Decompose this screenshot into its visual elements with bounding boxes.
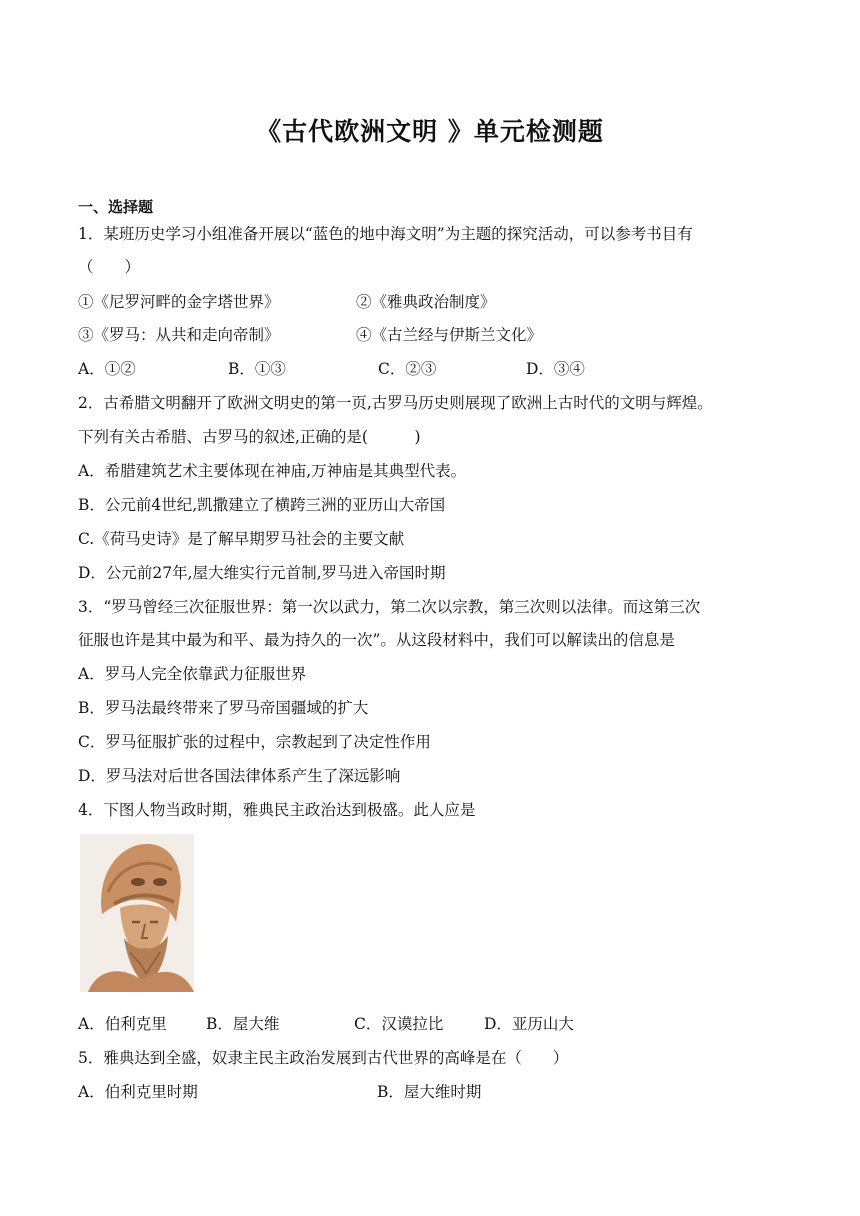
option-a: A．①② bbox=[78, 360, 136, 378]
option-a: A．伯利克里时期 bbox=[78, 1083, 198, 1101]
question-2-option-a: A．希腊建筑艺术主要体现在神庙,万神庙是其典型代表。 bbox=[78, 462, 467, 480]
question-3-option-d: D．罗马法对后世各国法律体系产生了深远影响 bbox=[78, 767, 401, 785]
book-3: ③《罗马：从共和走向帝制》 bbox=[78, 326, 280, 344]
question-3-option-c: C．罗马征服扩张的过程中，宗教起到了决定性作用 bbox=[78, 733, 431, 751]
option-c: C．汉谟拉比 bbox=[354, 1015, 444, 1033]
question-2-option-c: C.《荷马史诗》是了解早期罗马社会的主要文献 bbox=[78, 530, 405, 548]
pericles-bust-image bbox=[80, 834, 194, 992]
page-title: 《古代欧洲文明 》单元检测题 bbox=[256, 117, 604, 146]
option-c: C．②③ bbox=[378, 360, 437, 378]
question-2-option-d: D．公元前27年,屋大维实行元首制,罗马进入帝国时期 bbox=[78, 564, 446, 582]
question-4-stem: 4．下图人物当政时期，雅典民主政治达到极盛。此人应是 bbox=[78, 801, 476, 819]
question-2-stem-line2: 下列有关古希腊、古罗马的叙述,正确的是( ) bbox=[78, 428, 421, 446]
book-2: ②《雅典政治制度》 bbox=[356, 293, 496, 311]
book-4: ④《古兰经与伊斯兰文化》 bbox=[356, 326, 543, 344]
option-d: D．亚历山大 bbox=[484, 1015, 574, 1033]
question-3-option-b: B．罗马法最终带来了罗马帝国疆域的扩大 bbox=[78, 699, 369, 717]
question-3-stem-line1: 3．“罗马曾经三次征服世界：第一次以武力，第二次以宗教，第三次则以法律。而这第三次 bbox=[78, 598, 701, 616]
option-b: B．①③ bbox=[228, 360, 286, 378]
question-5-stem: 5．雅典达到全盛，奴隶主民主政治发展到古代世界的高峰是在（ ） bbox=[78, 1049, 569, 1067]
question-1-stem-line1: 1．某班历史学习小组准备开展以“蓝色的地中海文明”为主题的探究活动，可以参考书目有 bbox=[78, 225, 693, 243]
option-b: B．屋大维时期 bbox=[377, 1083, 482, 1101]
question-1-stem-line2: （ ） bbox=[78, 258, 141, 276]
option-a: A．伯利克里 bbox=[78, 1015, 167, 1033]
question-3-option-a: A．罗马人完全依靠武力征服世界 bbox=[78, 665, 307, 683]
book-1: ①《尼罗河畔的金字塔世界》 bbox=[78, 293, 280, 311]
question-2-option-b: B．公元前4世纪,凯撒建立了横跨三洲的亚历山大帝国 bbox=[78, 496, 446, 514]
question-2-stem-line1: 2．古希腊文明翻开了欧洲文明史的第一页,古罗马历史则展现了欧洲上古时代的文明与辉煌。 bbox=[78, 394, 713, 412]
option-d: D．③④ bbox=[526, 360, 585, 378]
section-heading: 一、选择题 bbox=[78, 198, 154, 216]
question-3-stem-line2: 征服也许是其中最为和平、最为持久的一次”。从这段材料中，我们可以解读出的信息是 bbox=[78, 631, 675, 649]
option-b: B．屋大维 bbox=[206, 1015, 280, 1033]
